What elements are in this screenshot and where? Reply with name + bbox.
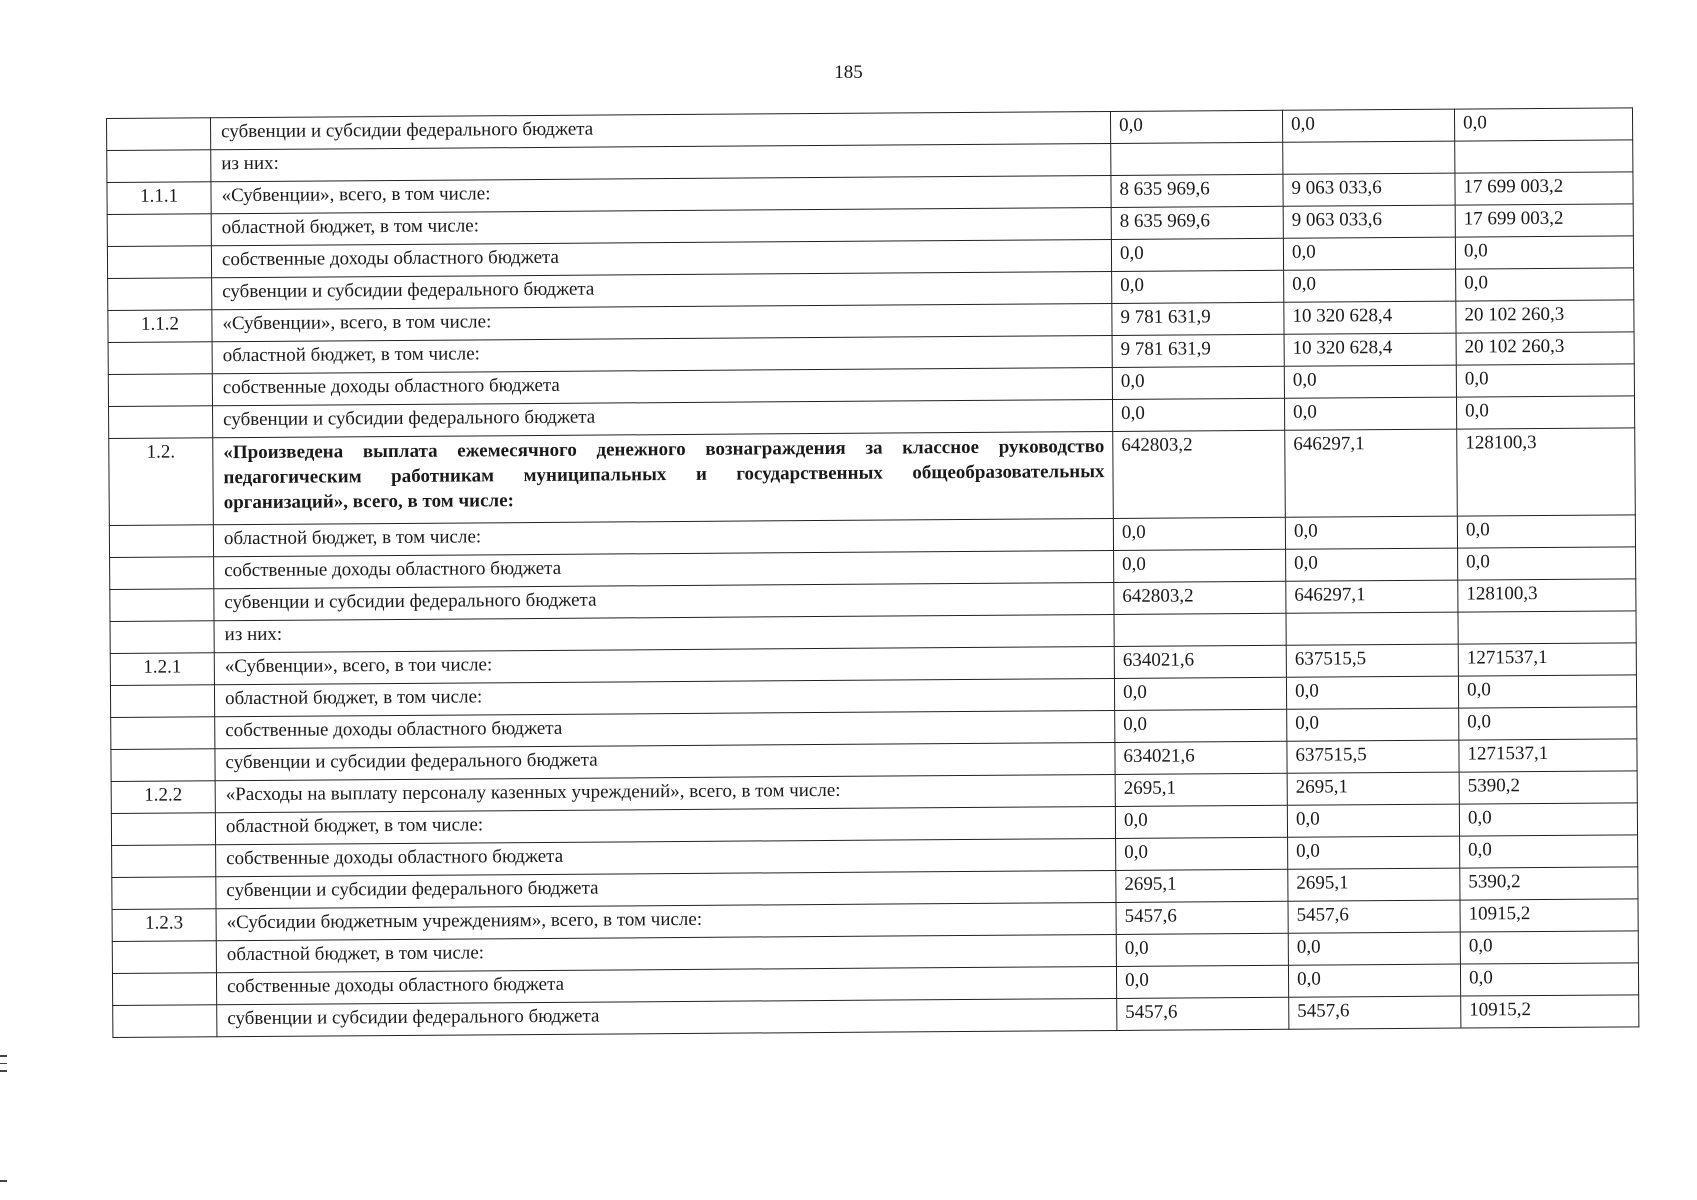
value-cell-3: 0,0 [1460, 835, 1638, 868]
value-cell-2: 0,0 [1287, 804, 1459, 837]
row-number-cell [108, 278, 212, 311]
value-cell-1: 634021,6 [1115, 741, 1287, 774]
value-cell-3 [1458, 611, 1636, 644]
row-number-cell: 1.2.1 [110, 653, 214, 686]
row-name-cell: собственные доходы областного бюджета [214, 550, 1114, 588]
row-number-cell [111, 749, 215, 782]
budget-table-body [107, 108, 1639, 1038]
value-cell-1: 0,0 [1112, 270, 1284, 303]
row-number-cell [112, 973, 216, 1006]
margin-marks [0, 1055, 8, 1078]
value-cell-3: 0,0 [1458, 675, 1636, 708]
row-name-cell: субвенции и субсидии федерального бюджета [211, 111, 1111, 149]
value-cell-1: 5457,6 [1117, 997, 1289, 1030]
value-cell-1: 0,0 [1112, 366, 1284, 399]
value-cell-1: 2695,1 [1115, 773, 1287, 806]
row-name-cell: субвенции и субсидии федерального бюджета [212, 271, 1112, 309]
value-cell-1: 2695,1 [1116, 869, 1288, 902]
row-number-cell: 1.2.2 [111, 781, 215, 814]
row-name-cell: субвенции и субсидии федерального бюджета [216, 870, 1116, 908]
value-cell-3: 0,0 [1456, 396, 1634, 429]
row-name-cell: областной бюджет, в том числе: [211, 207, 1111, 245]
row-number-cell [107, 150, 211, 183]
value-cell-3: 0,0 [1456, 268, 1634, 301]
value-cell-1: 0,0 [1114, 677, 1286, 710]
value-cell-3: 10915,2 [1460, 899, 1638, 932]
row-name-cell: собственные доходы областного бюджета [211, 239, 1111, 277]
value-cell-1: 0,0 [1110, 110, 1282, 143]
row-name-cell: субвенции и субсидии федерального бюджета [215, 742, 1115, 780]
row-number-cell: 1.1.2 [108, 310, 212, 343]
row-number-cell [109, 525, 213, 558]
row-name-cell: «Произведена выплата ежемесячного денежного вознаграждения за классное руководство педагогическим работникам муниципальных и государственных общеобразовательных организаций», всего, в том числе: [213, 431, 1114, 524]
row-name-cell: собственные доходы областного бюджета [212, 367, 1112, 405]
value-cell-2: 2695,1 [1288, 868, 1460, 901]
value-cell-1: 8 635 969,6 [1111, 174, 1283, 207]
value-cell-1: 0,0 [1111, 238, 1283, 271]
value-cell-1: 0,0 [1116, 837, 1288, 870]
row-number-cell: 1.1.1 [107, 182, 211, 215]
value-cell-3: 0,0 [1454, 108, 1632, 141]
value-cell-1: 9 781 631,9 [1112, 334, 1284, 367]
value-cell-2: 646297,1 [1285, 429, 1458, 517]
value-cell-2: 646297,1 [1286, 580, 1458, 613]
value-cell-3: 20 102 260,3 [1456, 300, 1634, 333]
value-cell-2: 10 320 628,4 [1284, 301, 1456, 334]
value-cell-2: 637515,5 [1286, 644, 1458, 677]
value-cell-2: 9 063 033,6 [1283, 173, 1455, 206]
row-number-cell [108, 374, 212, 407]
value-cell-3: 10915,2 [1461, 995, 1639, 1028]
value-cell-1: 0,0 [1112, 398, 1284, 431]
value-cell-1: 9 781 631,9 [1112, 302, 1284, 335]
value-cell-1: 642803,2 [1114, 581, 1286, 614]
value-cell-1 [1114, 613, 1286, 646]
value-cell-1: 5457,6 [1116, 901, 1288, 934]
value-cell-3: 0,0 [1459, 707, 1637, 740]
row-name-cell: собственные доходы областного бюджета [215, 710, 1115, 748]
value-cell-3: 5390,2 [1459, 771, 1637, 804]
value-cell-3: 0,0 [1460, 931, 1638, 964]
row-name-cell: областной бюджет, в том числе: [214, 678, 1114, 716]
value-cell-3: 17 699 003,2 [1455, 204, 1633, 237]
row-name-cell: субвенции и субсидии федерального бюджета [214, 582, 1114, 620]
value-cell-2: 0,0 [1288, 836, 1460, 869]
row-name-cell: «Субвенции», всего, в том числе: [212, 303, 1112, 341]
value-cell-3: 17 699 003,2 [1455, 172, 1633, 205]
row-name-cell: «Расходы на выплату персоналу казенных учреждений», всего, в том числе: [215, 774, 1115, 812]
value-cell-1: 8 635 969,6 [1111, 206, 1283, 239]
row-name-cell: собственные доходы областного бюджета [216, 838, 1116, 876]
row-name-cell: «Субвенции», всего, в тои числе: [214, 646, 1114, 684]
row-number-cell: 1.2.3 [112, 909, 216, 942]
margin-tick [0, 1180, 7, 1182]
value-cell-2: 5457,6 [1289, 996, 1461, 1029]
value-cell-1: 0,0 [1113, 517, 1285, 550]
value-cell-3: 0,0 [1459, 803, 1637, 836]
value-cell-3: 0,0 [1456, 364, 1634, 397]
row-number-cell [109, 406, 213, 439]
value-cell-2: 0,0 [1288, 964, 1460, 997]
row-number-cell [111, 717, 215, 750]
value-cell-3: 5390,2 [1460, 867, 1638, 900]
row-number-cell [107, 246, 211, 279]
row-name-cell: областной бюджет, в том числе: [216, 934, 1116, 972]
row-number-cell [107, 118, 211, 151]
row-number-cell [107, 214, 211, 247]
value-cell-1: 0,0 [1115, 709, 1287, 742]
row-name-cell: областной бюджет, в том числе: [213, 518, 1113, 556]
value-cell-1: 634021,6 [1114, 645, 1286, 678]
value-cell-2: 0,0 [1284, 269, 1456, 302]
row-name-cell: субвенции и субсидии федерального бюджета [213, 399, 1113, 437]
value-cell-1: 0,0 [1115, 805, 1287, 838]
value-cell-2: 0,0 [1285, 516, 1457, 549]
row-name-cell: собственные доходы областного бюджета [216, 966, 1116, 1004]
row-number-cell [112, 877, 216, 910]
row-name-cell: субвенции и субсидии федерального бюджета [217, 998, 1117, 1036]
row-name-cell: из них: [211, 143, 1111, 181]
row-number-cell: 1.2. [109, 438, 214, 526]
row-name-cell: областной бюджет, в том числе: [215, 806, 1115, 844]
budget-table [106, 107, 1639, 1038]
row-number-cell [108, 342, 212, 375]
value-cell-3: 20 102 260,3 [1456, 332, 1634, 365]
value-cell-2: 0,0 [1286, 548, 1458, 581]
value-cell-2: 0,0 [1287, 708, 1459, 741]
row-number-cell [110, 685, 214, 718]
value-cell-2: 0,0 [1288, 932, 1460, 965]
budget-table-container [106, 107, 1638, 1038]
row-number-cell [113, 1005, 217, 1038]
value-cell-1: 0,0 [1114, 549, 1286, 582]
value-cell-3: 128100,3 [1458, 579, 1636, 612]
row-number-cell [112, 941, 216, 974]
value-cell-2: 5457,6 [1288, 900, 1460, 933]
value-cell-2: 9 063 033,6 [1283, 205, 1455, 238]
value-cell-2: 0,0 [1286, 676, 1458, 709]
value-cell-3: 1271537,1 [1459, 739, 1637, 772]
value-cell-2: 2695,1 [1287, 772, 1459, 805]
value-cell-1: 0,0 [1116, 933, 1288, 966]
value-cell-2: 0,0 [1284, 365, 1456, 398]
value-cell-3: 0,0 [1460, 963, 1638, 996]
row-name-cell: областной бюджет, в том числе: [212, 335, 1112, 373]
row-name-cell: «Субсидии бюджетным учреждениям», всего, в том числе: [216, 902, 1116, 940]
value-cell-2: 637515,5 [1287, 740, 1459, 773]
value-cell-3: 1271537,1 [1458, 643, 1636, 676]
value-cell-1: 0,0 [1116, 965, 1288, 998]
value-cell-2: 10 320 628,4 [1284, 333, 1456, 366]
value-cell-2 [1286, 612, 1458, 645]
row-number-cell [110, 621, 214, 654]
value-cell-1 [1111, 142, 1283, 175]
value-cell-2: 0,0 [1282, 109, 1454, 142]
table-row [109, 428, 1636, 526]
value-cell-3: 0,0 [1455, 236, 1633, 269]
row-name-cell: «Субвенции», всего, в том числе: [211, 175, 1111, 213]
row-name-cell: из них: [214, 614, 1114, 652]
row-number-cell [112, 845, 216, 878]
row-number-cell [110, 589, 214, 622]
row-number-cell [111, 813, 215, 846]
value-cell-3: 0,0 [1457, 515, 1635, 548]
value-cell-2 [1283, 141, 1455, 174]
page-number: 185 [834, 62, 863, 83]
value-cell-1: 642803,2 [1113, 430, 1286, 518]
value-cell-3 [1455, 140, 1633, 173]
row-number-cell [110, 557, 214, 590]
value-cell-2: 0,0 [1284, 397, 1456, 430]
value-cell-3: 0,0 [1458, 547, 1636, 580]
value-cell-3: 128100,3 [1457, 428, 1636, 516]
value-cell-2: 0,0 [1283, 237, 1455, 270]
